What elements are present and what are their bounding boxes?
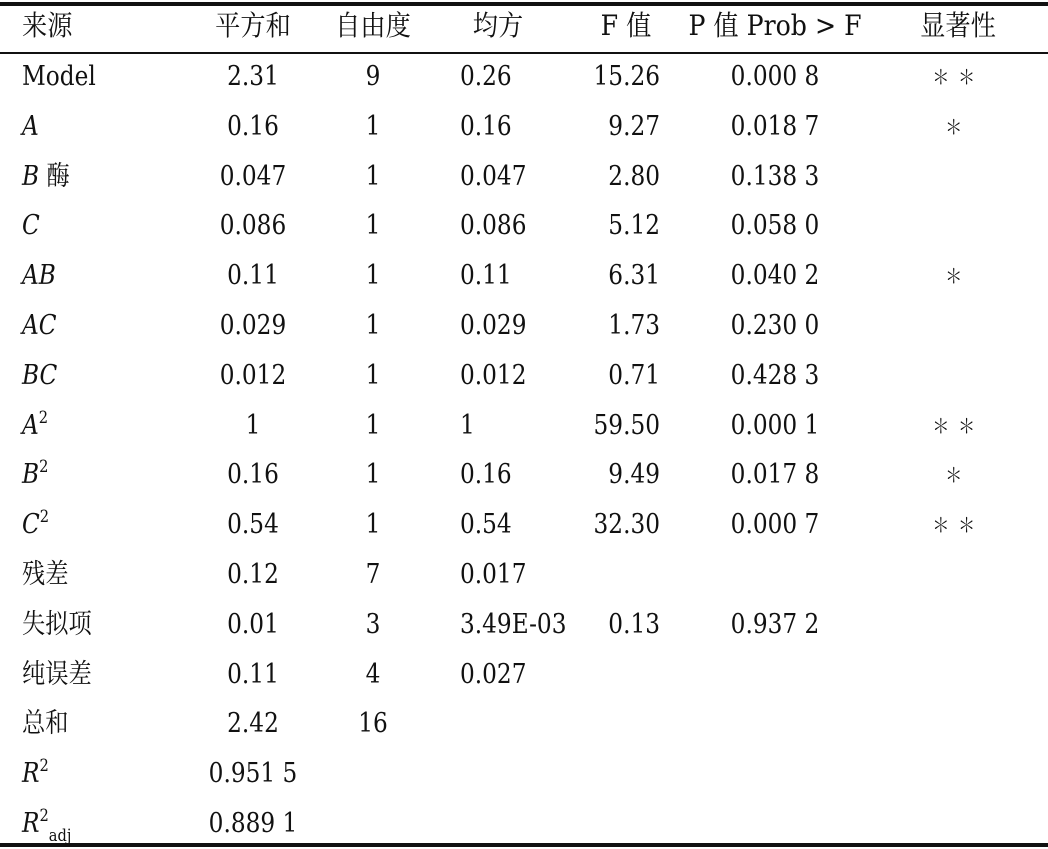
cell-p-value: 0.000 1 (730, 409, 820, 441)
cell-sum-of-squares: 2.31 (227, 61, 279, 92)
header-p-value: P 值 Prob > F (688, 9, 862, 42)
cell-f-value: 5.12 (608, 210, 660, 242)
cell-source: $A^2$ (22, 407, 49, 441)
cell-p-value: 0.058 0 (730, 210, 820, 242)
cell-f-value: 0.13 (608, 608, 660, 640)
cell-p-value: 0.937 2 (730, 608, 820, 640)
cell-f-value: 32.30 (593, 509, 660, 541)
cell-f-value: 1.73 (608, 310, 660, 341)
cell-degrees-of-freedom: 7 (365, 559, 381, 590)
cell-p-value: 0.138 3 (730, 160, 820, 192)
cell-source: C (22, 210, 40, 242)
cell-degrees-of-freedom: 1 (365, 160, 381, 192)
cell-degrees-of-freedom: 3 (365, 608, 381, 640)
cell-sum-of-squares: 0.16 (227, 110, 279, 142)
cell-p-value: 0.000 8 (730, 61, 820, 92)
header-mean-square: 均方 (472, 9, 524, 42)
cell-p-value: 0.428 3 (730, 359, 820, 391)
header-degrees-of-freedom: 自由度 (335, 9, 411, 42)
cell-p-value: 0.040 2 (730, 260, 820, 292)
cell-source: 残差 (22, 559, 69, 590)
cell-mean-square: 0.012 (460, 359, 527, 391)
cell-sum-of-squares: 0.12 (227, 559, 279, 590)
cell-f-value: 0.71 (608, 359, 660, 391)
cell-degrees-of-freedom: 1 (365, 509, 381, 541)
cell-f-value: 9.27 (608, 110, 660, 142)
cell-degrees-of-freedom: 1 (365, 359, 381, 391)
cell-sum-of-squares: 0.012 (219, 359, 287, 391)
cell-p-value: 0.000 7 (730, 509, 820, 541)
cell-degrees-of-freedom: 1 (365, 260, 381, 292)
cell-degrees-of-freedom: 1 (365, 110, 381, 142)
cell-significance: ＊＊ (932, 65, 984, 89)
cell-source: AB (22, 260, 56, 292)
cell-mean-square: 0.26 (460, 61, 512, 92)
cell-mean-square: 0.027 (460, 658, 527, 690)
cell-sum-of-squares: 0.951 5 (208, 758, 298, 790)
cell-p-value: 0.018 7 (730, 110, 820, 142)
cell-sum-of-squares: 0.029 (219, 310, 287, 341)
cell-f-value: 59.50 (593, 409, 660, 441)
header-sum-of-squares: 平方和 (215, 9, 291, 42)
cell-significance: ＊ (945, 264, 971, 289)
cell-sum-of-squares: 0.086 (219, 210, 287, 242)
cell-mean-square: 0.54 (460, 509, 512, 541)
cell-sum-of-squares: 0.11 (227, 658, 279, 690)
cell-degrees-of-freedom: 1 (365, 409, 381, 441)
cell-p-value: 0.017 8 (730, 459, 820, 491)
cell-source: $C^2$ (22, 507, 50, 541)
cell-mean-square: 0.16 (460, 110, 512, 142)
header-source: 来源 (22, 9, 73, 42)
cell-degrees-of-freedom: 1 (365, 210, 381, 242)
cell-sum-of-squares: 0.889 1 (208, 808, 298, 839)
cell-f-value: 2.80 (608, 160, 660, 192)
cell-significance: ＊ (945, 114, 971, 139)
header-f-value: F 值 (600, 9, 652, 42)
cell-mean-square: 3.49E-03 (460, 608, 567, 640)
cell-mean-square: 0.047 (460, 160, 527, 192)
cell-source: $R^2_{adj}$ (22, 806, 72, 846)
cell-source: BC (22, 359, 58, 391)
cell-significance: ＊ (945, 463, 971, 488)
cell-mean-square: 0.16 (460, 459, 512, 491)
cell-degrees-of-freedom: 1 (365, 310, 381, 341)
cell-sum-of-squares: 1 (245, 409, 261, 441)
cell-mean-square: 0.029 (460, 310, 527, 341)
cell-f-value: 9.49 (608, 459, 660, 491)
cell-mean-square: 0.11 (460, 260, 512, 292)
cell-source: A (22, 110, 39, 142)
cell-source: $B^2$ (22, 457, 49, 491)
cell-source: 失拟项 (22, 608, 92, 640)
cell-source: Model (22, 61, 96, 92)
cell-sum-of-squares: 0.01 (227, 608, 279, 640)
header-significance: 显著性 (920, 9, 996, 42)
cell-sum-of-squares: 2.42 (227, 708, 279, 740)
cell-source: $R^2$ (22, 756, 49, 790)
cell-significance: ＊＊ (932, 413, 984, 438)
cell-sum-of-squares: 0.11 (227, 260, 279, 292)
cell-degrees-of-freedom: 16 (358, 708, 388, 740)
cell-degrees-of-freedom: 4 (365, 658, 381, 690)
cell-f-value: 15.26 (593, 61, 660, 92)
cell-mean-square: 0.086 (460, 210, 527, 242)
cell-p-value: 0.230 0 (730, 310, 820, 341)
cell-sum-of-squares: 0.047 (219, 160, 287, 192)
cell-significance: ＊＊ (932, 513, 984, 538)
cell-mean-square: 1 (460, 409, 475, 441)
cell-degrees-of-freedom: 1 (365, 459, 381, 491)
cell-degrees-of-freedom: 9 (365, 61, 381, 92)
cell-f-value: 6.31 (608, 260, 660, 292)
cell-source: B 酶 (22, 160, 70, 192)
cell-source: AC (22, 310, 57, 341)
cell-mean-square: 0.017 (460, 559, 527, 590)
cell-sum-of-squares: 0.16 (227, 459, 279, 491)
cell-sum-of-squares: 0.54 (227, 509, 279, 541)
cell-source: 总和 (22, 708, 69, 740)
cell-source: 纯误差 (22, 658, 92, 690)
